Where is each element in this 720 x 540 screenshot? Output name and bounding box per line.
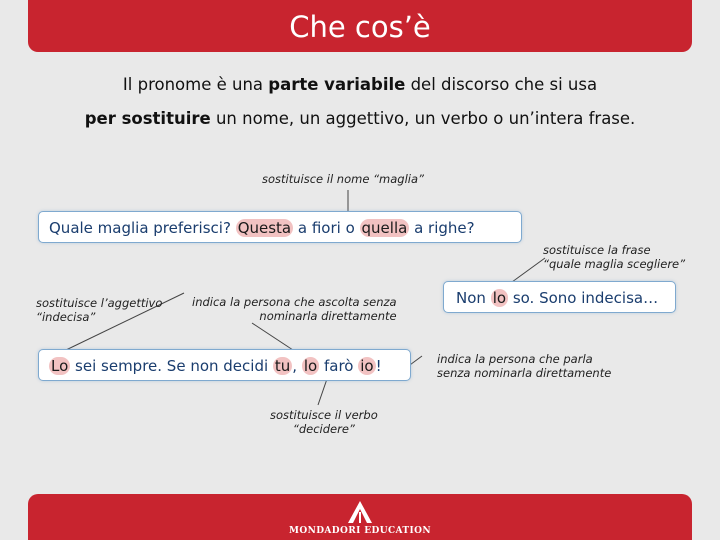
intro-line-1-a: Il pronome è una — [122, 75, 269, 94]
mondadori-a-icon — [344, 500, 376, 524]
highlight-lo-reply: Lo — [51, 357, 69, 375]
note-ascolta-line-1: indica la persona che ascolta senza — [192, 295, 397, 309]
callout-answer-text-2: so. Sono indecisa… — [508, 289, 659, 307]
callout-answer — [443, 281, 676, 313]
highlight-tu: tu — [274, 357, 291, 375]
highlight-io: io — [360, 357, 374, 375]
callout-reply-text-4: ! — [375, 357, 382, 375]
intro-bold-per-sostituire: per sostituire — [84, 109, 211, 128]
note-aggettivo-line-1: sostituisce l’aggettivo — [36, 296, 163, 310]
note-ascolta-line-2: nominarla direttamente — [259, 309, 397, 323]
intro-line-1-c: del discorso che si usa — [405, 75, 598, 94]
note-frase-line-2: “quale maglia scegliere” — [543, 257, 686, 271]
callout-question-text-1: Quale maglia preferisci? — [49, 219, 236, 237]
callout-question — [38, 211, 522, 243]
callout-reply-text-2: , — [292, 357, 302, 375]
note-persona-ascolta — [192, 295, 397, 323]
note-frase-line-1: sostituisce la frase — [543, 243, 651, 257]
intro-bold-parte-variabile: parte variabile — [268, 75, 406, 94]
callout-reply — [38, 349, 411, 381]
note-parla-line-2: senza nominarla direttamente — [437, 366, 612, 380]
highlight-lo-verbo: lo — [303, 357, 318, 375]
note-verbo-line-1: sostituisce il verbo — [270, 408, 378, 422]
note-nome-line-1: sostituisce il nome “maglia” — [262, 172, 424, 186]
callout-question-text-2: a fiori o — [293, 219, 360, 237]
note-persona-parla — [437, 352, 611, 380]
page-title: Che cos’è — [289, 10, 431, 44]
highlight-quella: quella — [361, 219, 408, 237]
note-verbo-line-2: “decidere” — [292, 422, 355, 436]
callout-question-text-3: a righe? — [409, 219, 475, 237]
intro-line-2-b: un nome, un aggettivo, un verbo o un’intera frase. — [210, 109, 636, 128]
callout-reply-text-1: sei sempre. Se non decidi — [70, 357, 273, 375]
callout-reply-text-3: farò — [319, 357, 359, 375]
note-parla-line-1: indica la persona che parla — [437, 352, 593, 366]
note-sostituisce-verbo — [270, 408, 378, 436]
note-sostituisce-aggettivo — [36, 296, 162, 324]
connector-ascolta — [252, 323, 296, 352]
note-sostituisce-nome — [262, 172, 424, 186]
connector-frase — [512, 258, 545, 282]
highlight-lo-answer: lo — [492, 289, 507, 307]
note-aggettivo-line-2: “indecisa” — [36, 310, 96, 324]
highlight-questa: Questa — [237, 219, 292, 237]
note-sostituisce-frase — [543, 243, 685, 271]
callout-answer-text-1: Non — [456, 289, 491, 307]
footer-logo-text: MONDADORI EDUCATION — [288, 526, 432, 536]
